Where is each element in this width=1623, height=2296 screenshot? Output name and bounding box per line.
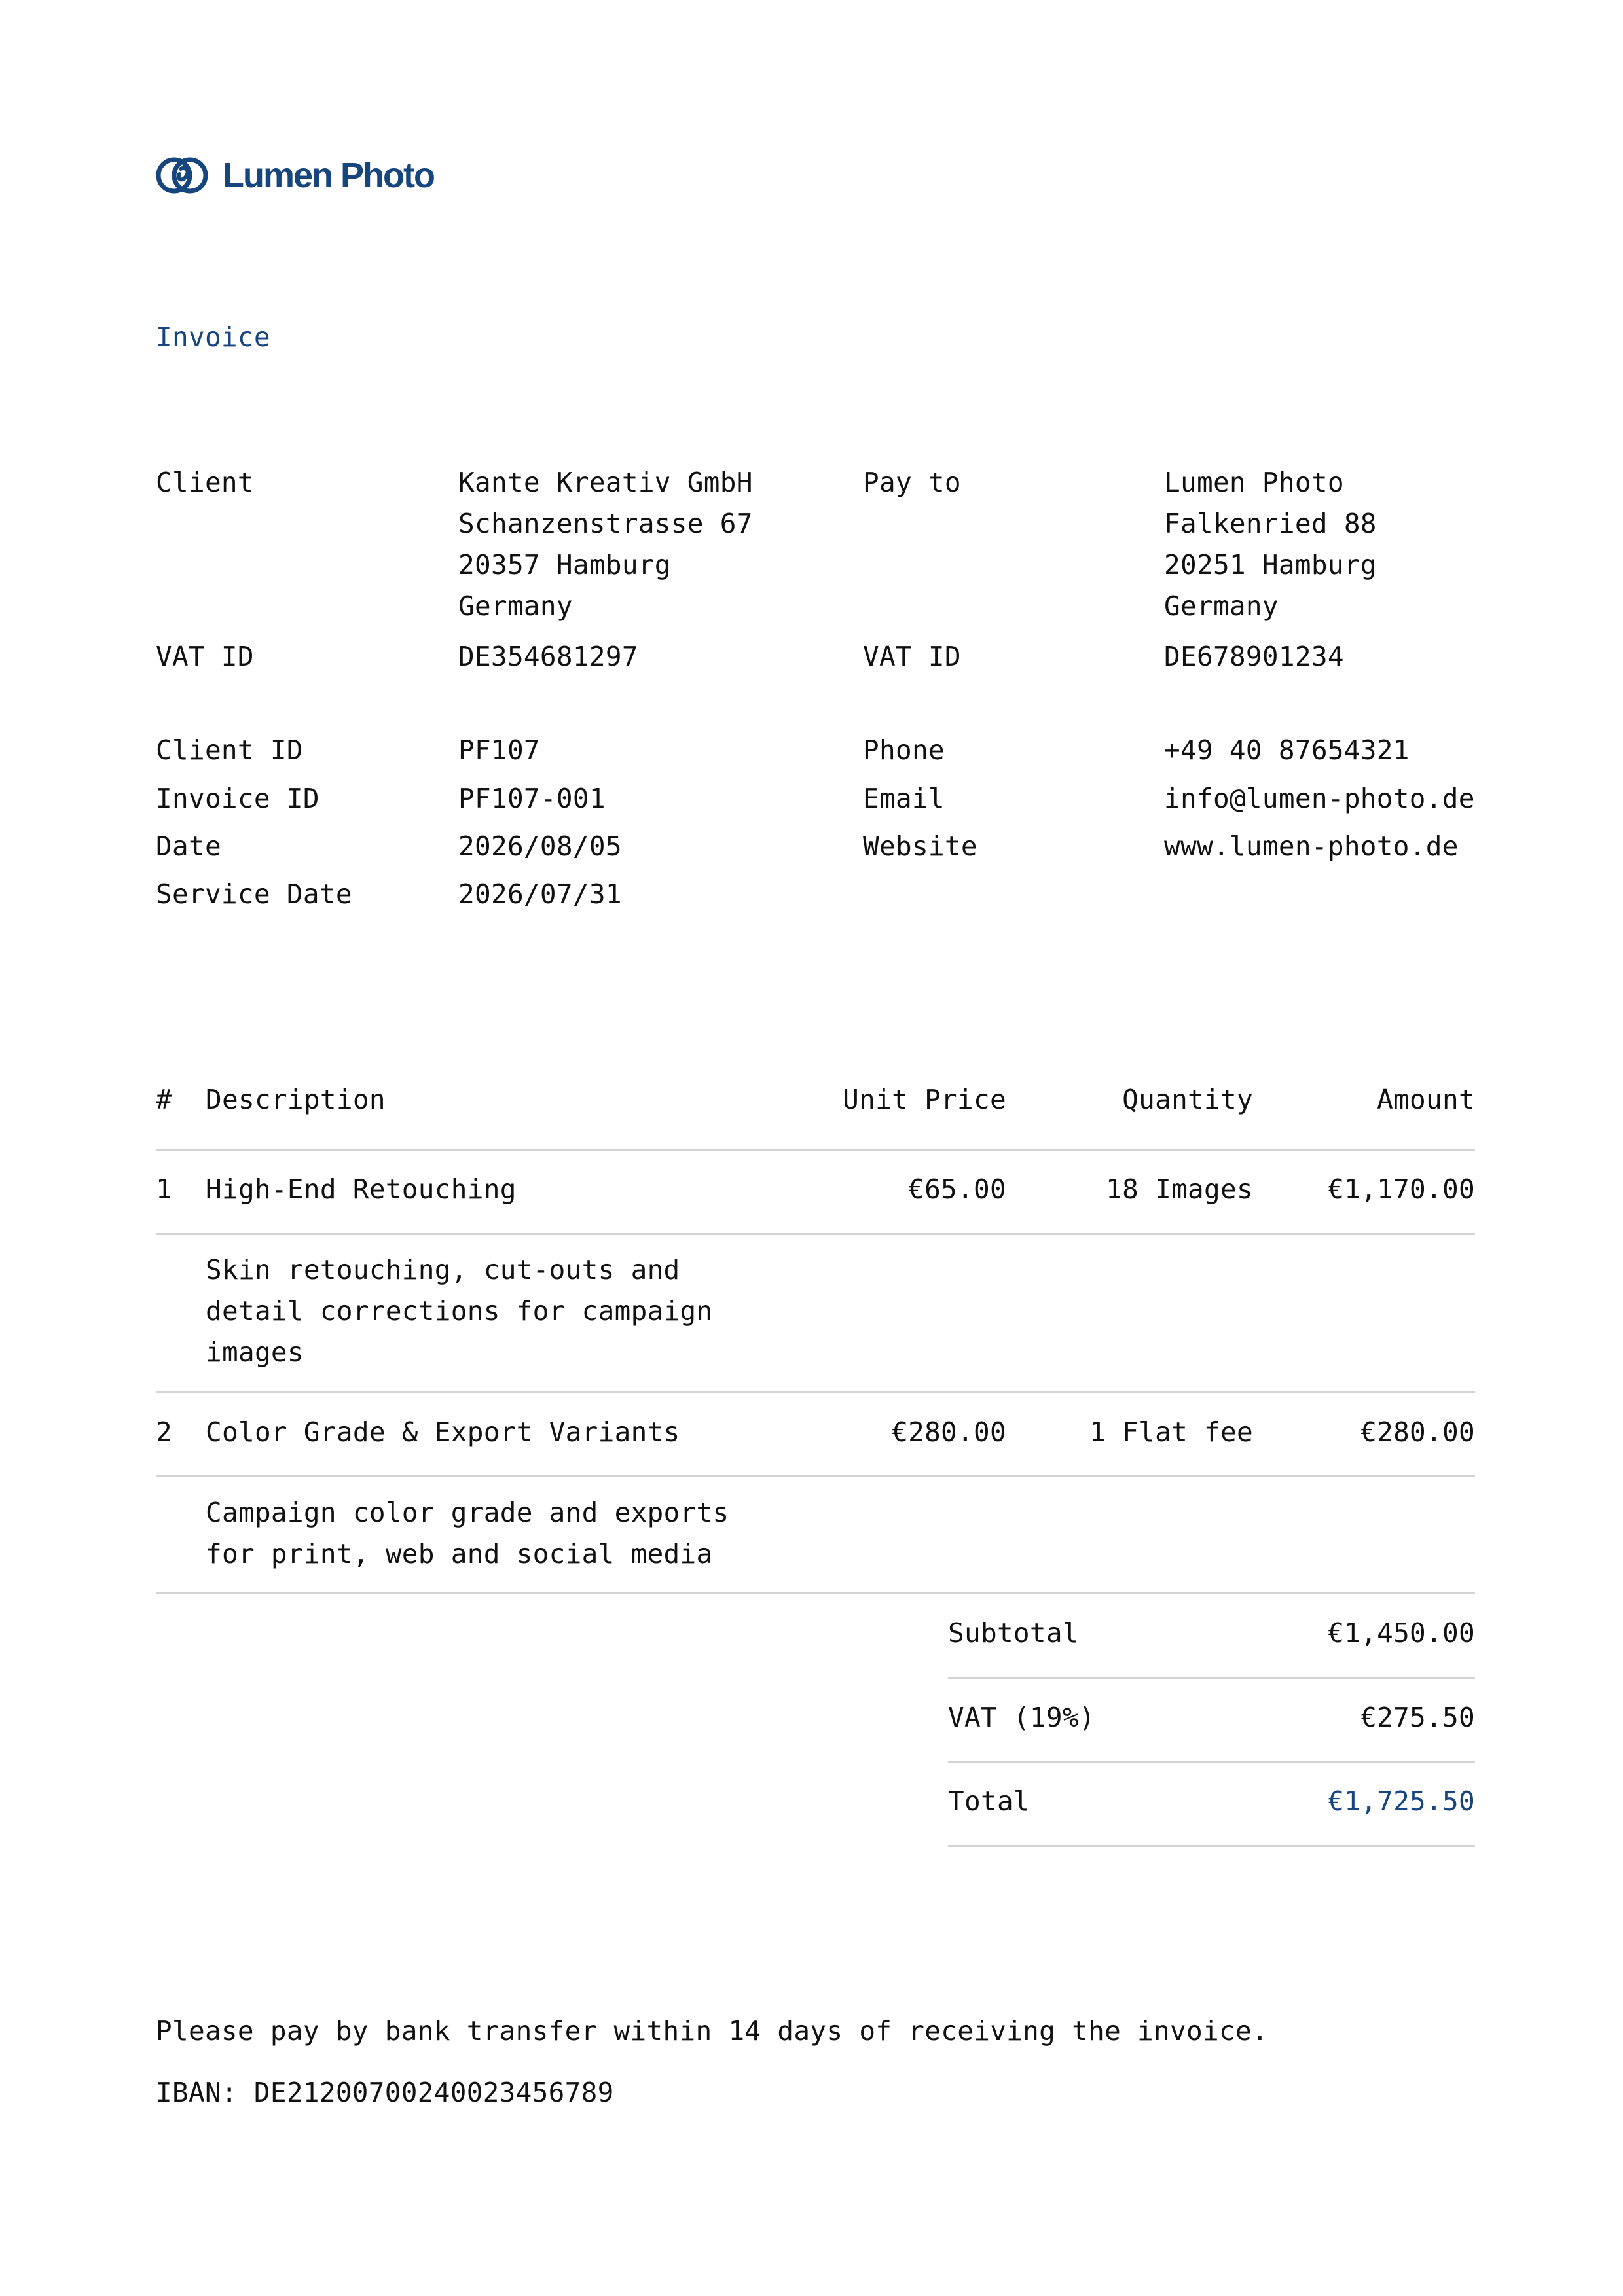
date-label: Date bbox=[156, 831, 221, 862]
client-id-value: PF107 bbox=[458, 734, 540, 766]
col-amount-header: Amount bbox=[1377, 1084, 1475, 1115]
item-amount: €1,170.00 bbox=[1328, 1174, 1475, 1205]
item-quantity: 1 Flat fee bbox=[1089, 1416, 1253, 1448]
client-country: Germany bbox=[458, 590, 573, 622]
pay-to-name: Lumen Photo bbox=[1164, 467, 1344, 498]
col-unit-price-header: Unit Price bbox=[843, 1084, 1006, 1115]
pay-to-label: Pay to bbox=[863, 467, 961, 498]
item-title: High-End Retouching bbox=[206, 1174, 517, 1205]
payment-note: Please pay by bank transfer within 14 days of receiving the invoice. bbox=[156, 2015, 1268, 2047]
col-description-header: Description bbox=[206, 1084, 386, 1115]
iban: IBAN: DE21200700240023456789 bbox=[156, 2077, 614, 2108]
subtotal-label: Subtotal bbox=[948, 1617, 1079, 1649]
client-vat-id: DE354681297 bbox=[458, 641, 638, 672]
total-label: Total bbox=[948, 1785, 1030, 1817]
date-value: 2026/08/05 bbox=[458, 831, 622, 862]
subtotal-value: €1,450.00 bbox=[1328, 1617, 1475, 1649]
document-title: Invoice bbox=[156, 321, 270, 353]
invoice-id-label: Invoice ID bbox=[156, 783, 319, 814]
website-label: Website bbox=[863, 831, 977, 862]
row-divider bbox=[156, 1475, 1475, 1477]
pay-to-country: Germany bbox=[1164, 590, 1279, 622]
invoice-id-value: PF107-001 bbox=[458, 783, 606, 814]
totals-divider bbox=[948, 1845, 1475, 1847]
totals-divider bbox=[948, 1677, 1475, 1679]
col-number-header: # bbox=[156, 1084, 172, 1115]
pay-to-city: 20251 Hamburg bbox=[1164, 549, 1377, 581]
client-vat-label: VAT ID bbox=[156, 641, 254, 672]
email-value[interactable]: info@lumen-photo.de bbox=[1164, 783, 1475, 814]
total-value: €1,725.50 bbox=[1328, 1785, 1475, 1817]
website-value[interactable]: www.lumen-photo.de bbox=[1164, 831, 1459, 862]
aperture-logo-icon bbox=[156, 154, 212, 196]
item-number: 1 bbox=[156, 1174, 172, 1205]
item-detail-line: Skin retouching, cut-outs and bbox=[206, 1254, 680, 1285]
item-detail-line: for print, web and social media bbox=[206, 1538, 713, 1570]
item-unit-price: €280.00 bbox=[892, 1416, 1006, 1448]
totals-divider bbox=[948, 1761, 1475, 1763]
phone-value: +49 40 87654321 bbox=[1164, 734, 1410, 766]
pay-to-vat-label: VAT ID bbox=[863, 641, 961, 672]
company-logo bbox=[156, 154, 434, 196]
pay-to-street: Falkenried 88 bbox=[1164, 508, 1377, 539]
table-bottom-divider bbox=[156, 1592, 1475, 1594]
item-detail-line: Campaign color grade and exports bbox=[206, 1497, 729, 1528]
pay-to-vat-id: DE678901234 bbox=[1164, 641, 1344, 672]
service-date-label: Service Date bbox=[156, 878, 352, 910]
col-quantity-header: Quantity bbox=[1122, 1084, 1253, 1115]
item-number: 2 bbox=[156, 1416, 172, 1448]
item-unit-price: €65.00 bbox=[908, 1174, 1006, 1205]
table-header-divider bbox=[156, 1149, 1475, 1151]
item-quantity: 18 Images bbox=[1106, 1174, 1253, 1205]
brand-name: Lumen Photo bbox=[223, 156, 434, 195]
vat-value: €275.50 bbox=[1360, 1702, 1475, 1733]
row-divider bbox=[156, 1233, 1475, 1235]
client-id-label: Client ID bbox=[156, 734, 303, 766]
item-detail-line: images bbox=[206, 1336, 304, 1368]
email-label: Email bbox=[863, 783, 945, 814]
item-detail-line: detail corrections for campaign bbox=[206, 1295, 713, 1327]
item-title: Color Grade & Export Variants bbox=[206, 1416, 680, 1448]
item-amount: €280.00 bbox=[1360, 1416, 1475, 1448]
client-city: 20357 Hamburg bbox=[458, 549, 671, 581]
client-label: Client bbox=[156, 467, 254, 498]
row-divider bbox=[156, 1391, 1475, 1393]
phone-label: Phone bbox=[863, 734, 945, 766]
client-name: Kante Kreativ GmbH bbox=[458, 467, 753, 498]
client-street: Schanzenstrasse 67 bbox=[458, 508, 753, 539]
service-date-value: 2026/07/31 bbox=[458, 878, 622, 910]
vat-label: VAT (19%) bbox=[948, 1702, 1095, 1733]
